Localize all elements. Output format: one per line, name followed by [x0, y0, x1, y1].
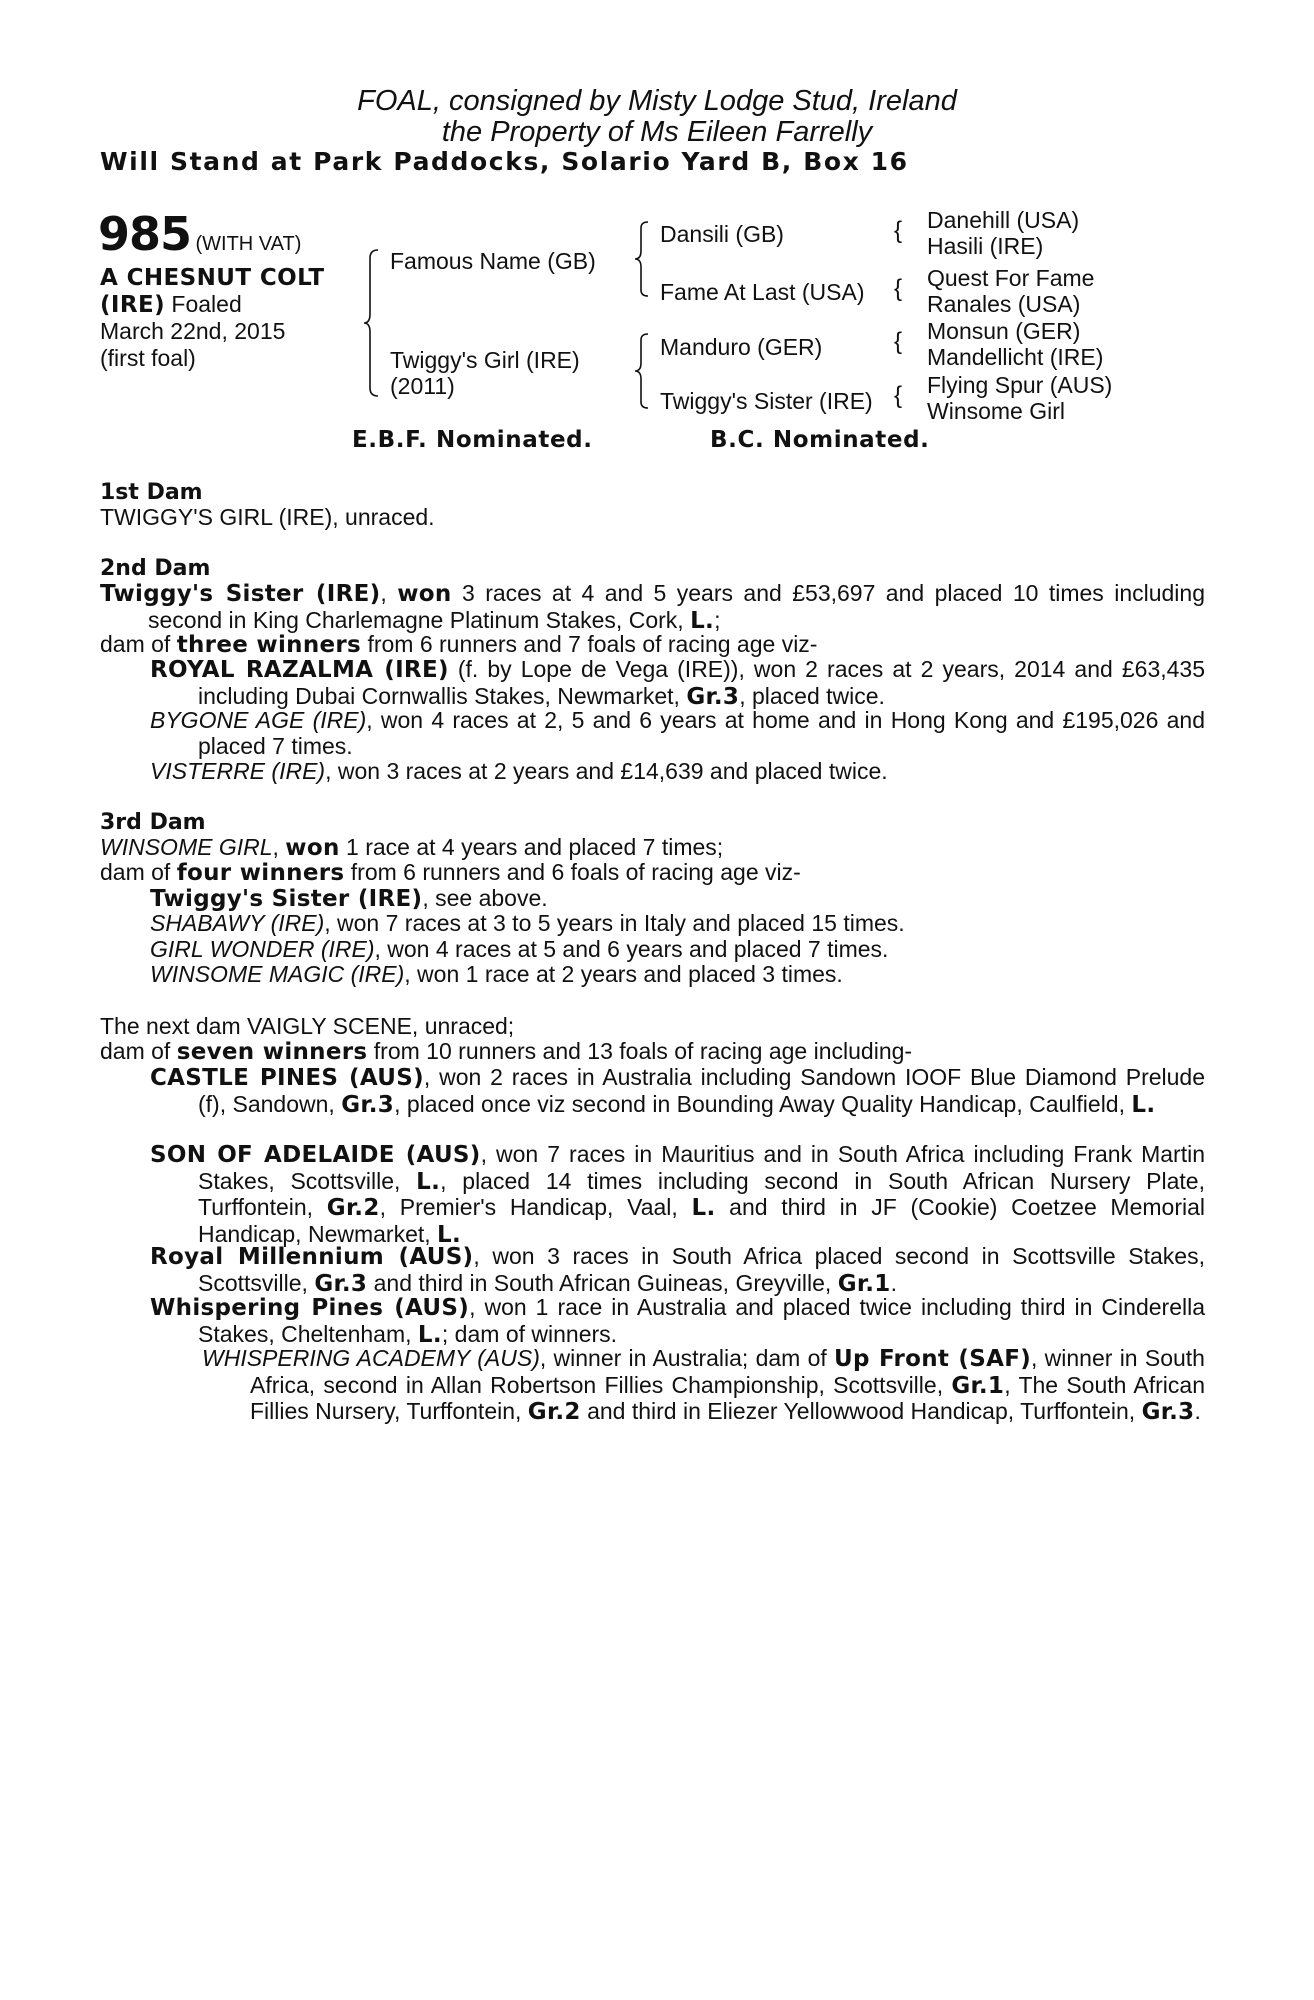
text: , placed once viz second in Bounding Away Quality Handicap, Caulfield,	[394, 1090, 1132, 1117]
grade: Gr.3	[686, 683, 740, 710]
horse-name: GIRL WONDER (IRE)	[150, 936, 375, 962]
text: , won 4 races at 2, 5 and 6 years at home and in Hong Kong and £195,026 and placed 7 times.	[198, 707, 1205, 759]
text: and third in JF (Cookie) Coetzee Memorial Handicap, Newmarket,	[198, 1194, 1206, 1247]
third-dam-para-3	[150, 886, 1200, 913]
first-dam-text: TWIGGY'S GIRL (IRE), unraced.	[100, 504, 435, 530]
horse-name: WHISPERING ACADEMY (AUS)	[202, 1345, 540, 1371]
horse-name: WINSOME GIRL	[100, 834, 273, 860]
text: and third in South African Guineas, Greyville,	[367, 1269, 838, 1296]
grade: Gr.3	[314, 1270, 368, 1297]
brace-3: {	[894, 328, 903, 355]
text: , The South African Fillies Nursery, Turffontein,	[250, 1371, 1205, 1424]
brace-dam-line	[636, 332, 656, 412]
third-dam-para-6	[150, 962, 1200, 988]
colt-country: (IRE)	[100, 292, 166, 318]
text: , placed twice.	[739, 682, 885, 709]
horse-name: Royal Millennium (AUS)	[150, 1244, 474, 1270]
grade: Gr.3	[341, 1091, 395, 1118]
winners-count: seven winners	[176, 1039, 368, 1065]
third-dam-heading: 3rd Dam	[100, 810, 206, 835]
next-dam-para-3	[150, 1064, 1205, 1118]
text: , won 4 races at 5 and 6 years and placed 7 times.	[374, 936, 889, 962]
property-line: the Property of Ms Eileen Farrelly	[441, 116, 873, 148]
sire-dam: Fame At Last (USA)	[660, 279, 865, 305]
horse-name: Twiggy's Sister (IRE)	[150, 886, 423, 912]
grade: L.	[691, 1195, 716, 1221]
won-label: won	[397, 581, 452, 607]
second-dam-para-5	[150, 758, 1205, 785]
third-dam-para-4	[150, 911, 1200, 937]
horse-name: ROYAL RAZALMA (IRE)	[150, 657, 449, 683]
grade: Gr.1	[951, 1372, 1005, 1399]
sire-sire: Dansili (GB)	[660, 221, 784, 247]
lot-title	[100, 264, 324, 292]
text: ,	[272, 834, 286, 860]
vat-label: (WITH VAT)	[195, 233, 302, 255]
grade: L.	[690, 607, 715, 634]
text: and third in Eliezer Yellowwood Handicap, Turffontein,	[580, 1398, 1142, 1424]
foaled-date: March 22nd, 2015	[100, 318, 286, 344]
text: .	[890, 1269, 897, 1296]
grade: L.	[1131, 1091, 1156, 1118]
ddd: Winsome Girl	[927, 398, 1066, 424]
text: dam of	[100, 859, 177, 885]
next-dam-para-1: The next dam VAIGLY SCENE, unraced;	[100, 1013, 515, 1039]
dds: Flying Spur (AUS)	[927, 372, 1113, 398]
brace-1: {	[894, 217, 903, 244]
dam-year: (2011)	[390, 373, 455, 399]
dam: Twiggy's Girl (IRE)	[390, 347, 580, 373]
winners-count: three winners	[176, 632, 362, 658]
grade: Gr.1	[837, 1270, 891, 1297]
lot-number: 985	[98, 207, 192, 261]
text: , see above.	[422, 885, 548, 911]
stand-line: Will Stand at Park Paddocks, Solario Yard B, Box 16	[100, 147, 909, 176]
text: ; dam of winners.	[441, 1320, 618, 1347]
text: from 6 runners and 6 foals of racing age viz-	[344, 859, 801, 885]
next-dam-para-7	[202, 1345, 1205, 1426]
next-dam-para-6	[150, 1294, 1205, 1348]
text: ,	[380, 580, 398, 606]
text: .	[1194, 1398, 1201, 1424]
third-dam-para-2	[100, 860, 1200, 887]
next-dam-para-5	[150, 1243, 1205, 1297]
text: (f. by Lope de Vega (IRE)), won 2 races at 2 years, 2014 and £63,435 including Dubai Cornwallis Stakes, Newmarket,	[198, 656, 1206, 709]
winners-count: four winners	[176, 860, 345, 886]
second-dam-para-3	[150, 656, 1206, 710]
second-dam-para-4	[150, 707, 1205, 759]
dam-dam: Twiggy's Sister (IRE)	[660, 388, 873, 414]
ebf-nominated: E.B.F. Nominated.	[352, 427, 593, 453]
next-dam-para-2	[100, 1039, 1200, 1066]
horse-name: SHABAWY (IRE)	[150, 910, 325, 936]
grade: L.	[437, 1221, 462, 1248]
dss: Monsun (GER)	[927, 318, 1081, 344]
grade: Gr.2	[326, 1195, 380, 1221]
brace-sire-line	[636, 220, 656, 300]
sire: Famous Name (GB)	[390, 248, 596, 274]
lot-origin	[100, 291, 242, 319]
third-dam-para-5	[150, 937, 1200, 963]
grade: L.	[416, 1168, 441, 1195]
bc-nominated: B.C. Nominated.	[710, 427, 930, 453]
horse-name: VISTERRE (IRE)	[150, 758, 326, 784]
ssd: Hasili (IRE)	[927, 233, 1044, 259]
sds: Quest For Fame	[927, 265, 1095, 291]
text: , winner in Australia; dam of	[539, 1345, 835, 1371]
first-dam-heading: 1st Dam	[100, 480, 203, 505]
second-dam-para-1	[100, 580, 1205, 634]
foaled-label: Foaled	[165, 291, 242, 317]
text: ;	[714, 606, 721, 633]
text: , placed 14 times including second in South African Nursery Plate, Turffontein,	[198, 1167, 1205, 1220]
horse-name: Up Front (SAF)	[834, 1346, 1032, 1372]
text: , won 7 races at 3 to 5 years in Italy and placed 15 times.	[324, 910, 905, 936]
colt-title: A CHESNUT COLT	[100, 265, 325, 291]
text: dam of	[100, 631, 177, 657]
horse-name: Twiggy's Sister (IRE)	[100, 581, 381, 607]
text: , won 3 races at 2 years and £14,639 and placed twice.	[325, 758, 888, 784]
next-dam-para-4	[150, 1141, 1206, 1248]
dsd: Mandellicht (IRE)	[927, 344, 1104, 370]
horse-name: CASTLE PINES (AUS)	[150, 1065, 424, 1091]
text: 1 race at 4 years and placed 7 times;	[339, 834, 724, 860]
text: , winner in South Africa, second in Allan Robertson Fillies Championship, Scottsville,	[250, 1345, 1205, 1398]
horse-name: SON OF ADELAIDE (AUS)	[150, 1142, 481, 1168]
text: , won 1 race at 2 years and placed 3 times.	[404, 961, 843, 987]
text: , won 1 race in Australia and placed twice including third in Cinderella Stakes, Cheltenham,	[198, 1294, 1205, 1347]
second-dam-heading: 2nd Dam	[100, 556, 211, 581]
won-label: won	[285, 835, 340, 861]
grade: Gr.3	[1141, 1399, 1195, 1425]
lot-number-block	[98, 207, 301, 261]
third-dam-para-1	[100, 835, 1200, 862]
dam-sire: Manduro (GER)	[660, 334, 823, 360]
horse-name: Whispering Pines (AUS)	[150, 1295, 470, 1321]
text: , won 3 races in South Africa placed second in Scottsville Stakes, Scottsville,	[198, 1243, 1205, 1296]
text: , won 2 races in Australia including Sandown IOOF Blue Diamond Prelude (f), Sandown,	[198, 1064, 1205, 1117]
brace-2: {	[894, 275, 903, 302]
grade: Gr.2	[527, 1399, 581, 1425]
horse-name: BYGONE AGE (IRE)	[150, 707, 367, 733]
consignor-line: FOAL, consigned by Misty Lodge Stud, Ireland	[357, 85, 957, 117]
second-dam-para-2	[100, 632, 1200, 659]
text: dam of	[100, 1038, 177, 1064]
text: , Premier's Handicap, Vaal,	[379, 1194, 692, 1220]
text: 3 races at 4 and 5 years and £53,697 and placed 10 times including second in King Charlemagne Platinum Stakes, Cork,	[148, 580, 1205, 633]
foal-note: (first foal)	[100, 345, 196, 371]
horse-name: WINSOME MAGIC (IRE)	[150, 961, 405, 987]
text: from 6 runners and 7 foals of racing age viz-	[361, 631, 818, 657]
text: , won 7 races in Mauritius and in South Africa including Frank Martin Stakes, Scottsville,	[198, 1141, 1205, 1194]
brace-generation-1	[366, 248, 386, 398]
sss: Danehill (USA)	[927, 207, 1080, 233]
sdd: Ranales (USA)	[927, 291, 1081, 317]
brace-4: {	[894, 382, 903, 409]
text: from 10 runners and 13 foals of racing age including-	[367, 1038, 913, 1064]
grade: L.	[417, 1321, 442, 1348]
